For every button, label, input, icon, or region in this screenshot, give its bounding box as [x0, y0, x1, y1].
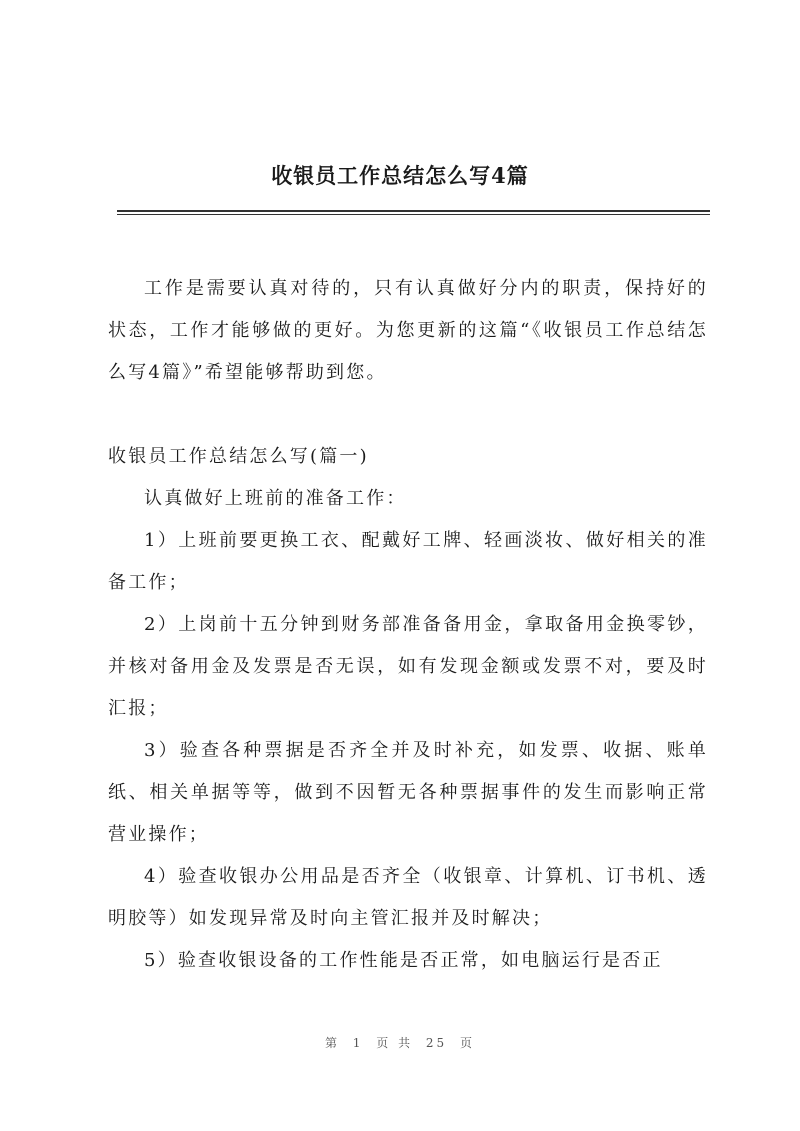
body-paragraph: 5）验查收银设备的工作性能是否正常，如电脑运行是否正	[144, 950, 663, 971]
body-paragraph: 认真做好上班前的准备工作：	[144, 488, 407, 509]
title-underline-thin	[117, 214, 710, 215]
intro-paragraph: 工作是需要认真对待的，只有认真做好分内的职责，保持好的状态，工作才能够做的更好。为您更新的这篇“《收银员工作总结怎么写4篇》”希望能够帮助到您。	[108, 278, 708, 383]
document-title: 收银员工作总结怎么写4篇	[271, 163, 529, 188]
body-paragraph: 1）上班前要更换工衣、配戴好工牌、轻画淡妆、做好相关的准备工作；	[108, 530, 708, 593]
footer-label-end: 页	[460, 1036, 476, 1050]
title-underline	[117, 210, 710, 212]
body-paragraph: 2）上岗前十五分钟到财务部准备备用金，拿取备用金换零钞，并核对备用金及发票是否无误，如有发现金额或发票不对，要及时汇报；	[108, 614, 708, 719]
body-paragraph: 3）验查各种票据是否齐全并及时补充，如发票、收据、账单纸、相关单据等等，做到不因暂无各种票据事件的发生而影响正常营业操作；	[108, 740, 708, 845]
body-paragraph: 4）验查收银办公用品是否齐全（收银章、计算机、订书机、透明胶等）如发现异常及时向主管汇报并及时解决；	[108, 866, 708, 929]
footer-label-of: 页 共	[376, 1036, 414, 1050]
footer-label-page: 第	[324, 1036, 340, 1050]
footer-total-pages: 25	[425, 1036, 448, 1050]
section-heading: 收银员工作总结怎么写(篇一)	[108, 446, 369, 467]
page-footer	[0, 1034, 800, 1051]
footer-current-page: 1	[352, 1036, 364, 1050]
document-body	[108, 268, 708, 982]
